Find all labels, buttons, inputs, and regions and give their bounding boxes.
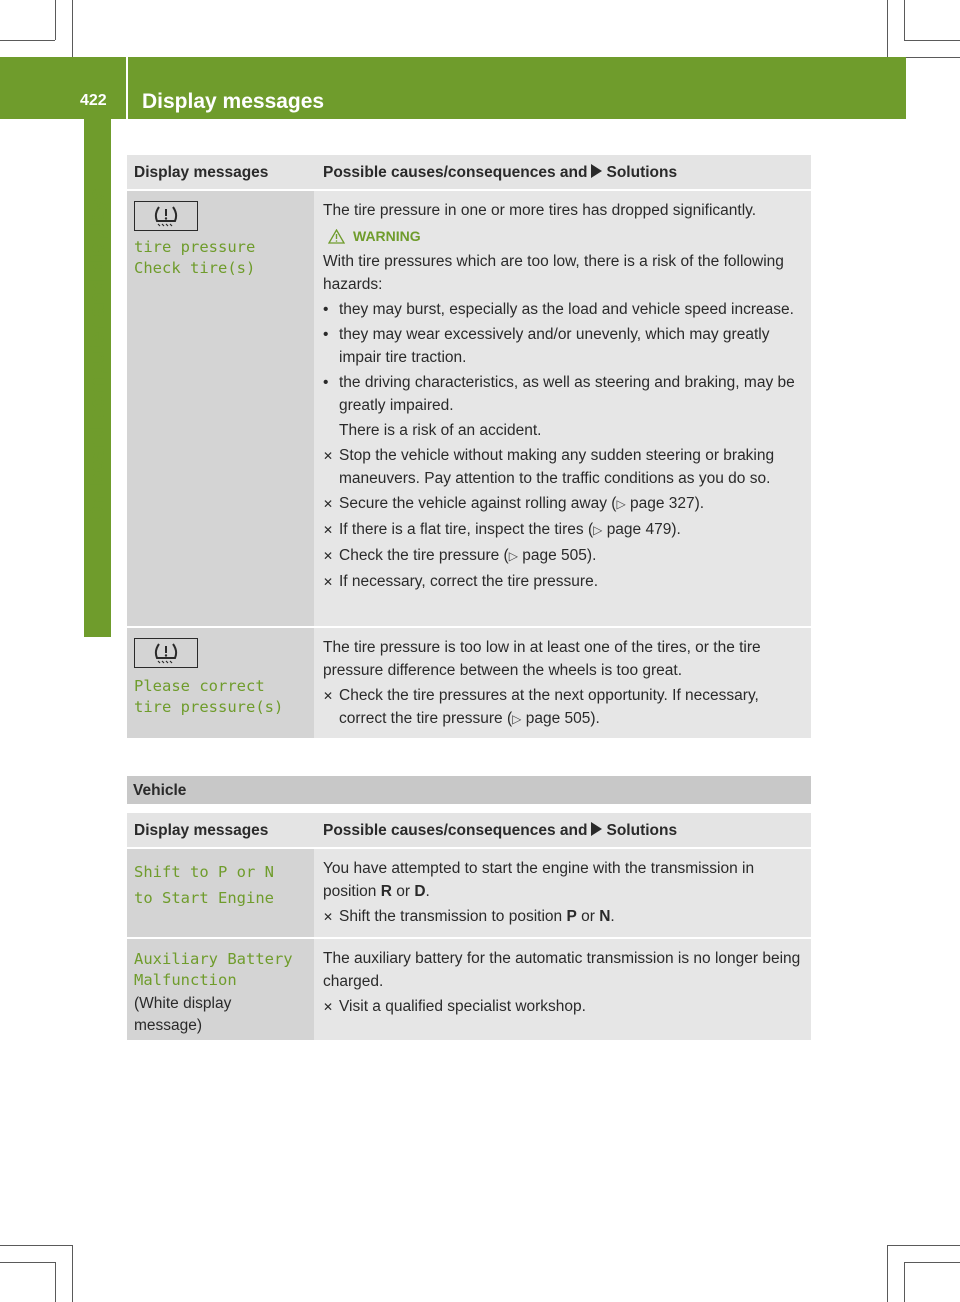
causes-cell [314,628,811,738]
action-item: ✕ Visit a qualified specialist workshop. [323,995,803,1019]
crop-mark [904,0,905,40]
page-title: Display messages [142,90,325,113]
display-message-line: tire pressure [134,238,256,256]
display-message-cell [127,849,314,937]
action-text: Check the tire pressures at the next opportunity. If necessary, correct the tire pressure ( [339,687,759,727]
arrow-icon [591,164,602,178]
action-text: If necessary, correct the tire pressure. [339,573,599,590]
display-message-cell [127,628,314,738]
header-solutions-text: Solutions [606,822,678,839]
header-display-messages: Display messages [127,155,314,189]
intro-text: You have attempted to start the engine with the transmission in position R or D. [323,860,755,900]
warning-text: With tire pressures which are too low, there is a risk of the following hazards: [323,253,784,293]
header-causes-text: Possible causes/consequences and [323,164,588,181]
list-item: • the driving characteristics, as well as steering and braking, may be greatly impaired. [323,371,803,417]
table-row [127,191,811,628]
action-item: ✕ Check the tire pressures at the next opportunity. If necessary, correct the tire pressure (▷ page 505). [323,687,759,727]
action-item: ✕ Check the tire pressure (▷ page 505). [323,547,597,564]
arrow-icon [591,822,602,836]
crop-mark [887,0,888,57]
action-text: Stop the vehicle without making any sudden steering or braking maneuvers. Pay attention to the traffic conditions as you do so. [339,447,775,487]
action-text: Secure the vehicle against rolling away ( [339,495,617,512]
crop-mark [887,1245,888,1302]
bullet-text: they may burst, especially as the load and vehicle speed increase. [339,301,794,318]
tire-messages-table [127,155,811,738]
action-item: ✕ If necessary, correct the tire pressure. [323,570,803,594]
table-row [127,939,811,1040]
crop-mark [55,1262,56,1302]
display-message-line: Please correct [134,677,265,695]
causes-cell [314,849,811,937]
tire-pressure-warning-icon [134,201,198,231]
display-message-line: Shift to P or N [134,863,274,881]
action-item: ✕ Stop the vehicle without making any sudden steering or braking maneuvers. Pay attention to the traffic conditions as you do so. [323,444,803,490]
header-display-messages: Display messages [127,813,314,847]
display-message-cell [127,939,314,1040]
crop-mark [904,1262,905,1302]
action-text: If there is a flat tire, inspect the tires ( [339,521,594,538]
crop-mark [0,1245,72,1246]
table-header-row [127,155,811,191]
table-row [127,628,811,738]
header-causes [314,813,811,847]
intro-text: The tire pressure in one or more tires has dropped significantly. [323,202,757,219]
header-band [0,57,906,119]
display-message-cell [127,191,314,626]
warning-triangle-icon [328,229,345,244]
header-causes [314,155,811,189]
warning-heading [328,228,803,244]
action-item: ✕ Shift the transmission to position P or N. [323,908,615,925]
table-row [127,849,811,939]
crop-mark [904,1262,960,1263]
bullet-text: the driving characteristics, as well as steering and braking, may be greatly impaired. [339,374,795,414]
section-title: Vehicle [127,776,811,804]
page-reference: page 505). [525,710,600,727]
intro-text: The auxiliary battery for the automatic transmission is no longer being charged. [323,950,801,990]
list-item: • they may wear excessively and/or unevenly, which may greatly impair tire traction. [323,323,803,369]
crop-mark [904,40,960,41]
action-text: Visit a qualified specialist workshop. [339,998,586,1015]
crop-mark [887,1245,960,1246]
tire-pressure-warning-icon [134,638,198,668]
display-message-line: tire pressure(s) [134,698,284,716]
action-item: ✕ If there is a flat tire, inspect the tires (▷ page 479). [323,521,681,538]
intro-text: The tire pressure is too low in at least one of the tires, or the tire pressure difference between the wheels is too great. [323,639,761,679]
causes-cell [314,191,811,626]
display-note: (White display message) [134,995,232,1034]
table-header-row [127,813,811,849]
action-item: ✕ Secure the vehicle against rolling away (▷ page 327). [323,495,705,512]
page-number: 422 [80,92,107,109]
crop-mark [0,1262,55,1263]
list-item: • they may burst, especially as the load and vehicle speed increase. [323,298,803,321]
header-solutions-text: Solutions [606,164,678,181]
vehicle-messages-table [127,813,811,1040]
crop-mark [72,0,73,57]
crop-mark [55,0,56,40]
warning-label: WARNING [353,228,421,244]
page-reference: page 505). [522,547,597,564]
risk-text: There is a risk of an accident. [339,422,542,439]
display-message-line: Auxiliary Battery [134,950,293,968]
display-message-line: Malfunction [134,971,237,989]
page-reference: page 479). [606,521,681,538]
action-text: Check the tire pressure ( [339,547,509,564]
page-reference: page 327). [629,495,705,512]
crop-mark [72,1245,73,1302]
display-message-line: Check tire(s) [134,259,256,277]
crop-mark [0,40,55,41]
bullet-text: they may wear excessively and/or unevenly, which may greatly impair tire traction. [339,326,770,366]
header-divider [126,57,128,119]
header-causes-text: Possible causes/consequences and [323,822,588,839]
causes-cell [314,939,811,1040]
chapter-label: On-board computer and displays [86,187,109,523]
display-message-line: to Start Engine [134,889,274,907]
